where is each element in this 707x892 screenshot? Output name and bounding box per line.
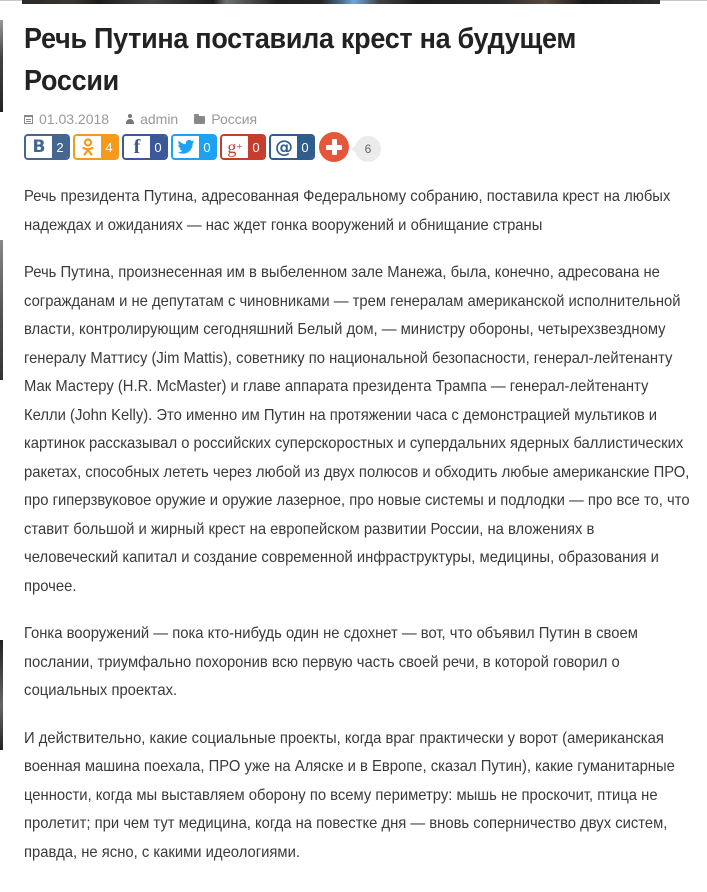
share-odnoklassniki-count: 4 (101, 136, 117, 158)
vk-icon: B (26, 136, 52, 158)
article-paragraph: И действительно, какие социальные проекты, когда враг практически у ворот (американская военная машина поехала, ПРО уже на Аляске и в Европе, сказал Путин), какие гуманитарные ценности, когда мы выставляем оборону по всему периметру: мышь не проскочит, птица не пролетит; при чем тут медицина, когда на повестке дня — вновь соперничество двух систем, правда, не ясно, с какими идеологиями. (24, 729, 675, 861)
meta-category[interactable] (194, 111, 257, 127)
meta-category-link[interactable]: Россия (211, 111, 258, 127)
article-paragraph: Речь президента Путина, адресованная Федеральному собранию, поставила крест на любых надеждах и ожиданиях — нас ждет гонка вооружений и обнищание страны (24, 188, 671, 234)
article (24, 18, 694, 886)
article-paragraph: Гонка вооружений — пока кто-нибудь один не сдохнет — вот, что объявил Путин в своем послании, триумфально похоронив всю первую часть своей речи, в которой говорил о социальных проектах. (24, 625, 638, 699)
sidebar-image-fragment (0, 640, 3, 750)
share-twitter-count: 0 (199, 136, 215, 158)
share-mail-ru-count: 0 (297, 136, 313, 158)
calendar-icon (24, 115, 33, 124)
sidebar-image-fragment (0, 20, 3, 112)
share-vk-count: 2 (52, 136, 68, 158)
share-mail-ru-button[interactable] (269, 134, 315, 160)
folder-icon (194, 116, 205, 124)
share-bar (24, 132, 694, 162)
meta-author[interactable] (125, 111, 178, 127)
meta-date-text: 01.03.2018 (39, 111, 110, 127)
google-plus-icon: g + (222, 136, 248, 158)
featured-image-bottom-edge (22, 0, 660, 4)
share-facebook-count: 0 (150, 136, 166, 158)
share-google-plus-button[interactable] (220, 134, 266, 160)
article-paragraph: Речь Путина, произнесенная им в выбеленном зале Манежа, была, конечно, адресована не согражданам и не депутатам с чиновниками — трем генералам американской исполнительной власти, контролирующим сегодняшний Белый дом, — министру обороны, четырехзвездному генералу Маттису (Jim Mattis), советнику по национальной безопасности, генерал-лейтенанту Мак Мастеру (H.R. McMaster) и главе аппарата президента Трампа — генерал-лейтенанту Келли (John Kelly). Это именно им Путин на протяжении часа с демонстрацией мультиков и картинок рассказывал о российских суперскоростных и супердальних ядерных баллистических ракетах, способных лететь через любой из двух полюсов и обходить любые американские ПРО, про гиперзвуковое оружие и оружие лазерное, про новые системы и подлодки — про все то, что ставит большой и жирный крест на европейском развитии России, на вложениях в человеческий капитал и создание современной инфраструктуры, медицины, образования и прочее. (24, 264, 690, 595)
sidebar-image-fragment (0, 240, 3, 380)
user-icon (125, 114, 134, 124)
share-google-plus-count: 0 (248, 136, 264, 158)
share-total-count: 6 (355, 136, 381, 162)
share-more-plus-icon[interactable] (319, 132, 349, 162)
share-odnoklassniki-button[interactable] (73, 134, 119, 160)
article-body (24, 183, 694, 867)
meta-author-link[interactable]: admin (140, 111, 179, 127)
share-facebook-button[interactable] (122, 134, 168, 160)
article-meta (24, 110, 694, 128)
odnoklassniki-icon (75, 136, 101, 158)
mail-ru-at-icon: @ (271, 136, 297, 158)
meta-date (24, 111, 109, 127)
share-twitter-button[interactable] (171, 134, 217, 160)
article-title: Речь Путина поставила крест на будущем России (24, 23, 576, 97)
twitter-icon (173, 136, 199, 158)
facebook-icon: f (124, 136, 150, 158)
share-vk-button[interactable] (24, 134, 70, 160)
